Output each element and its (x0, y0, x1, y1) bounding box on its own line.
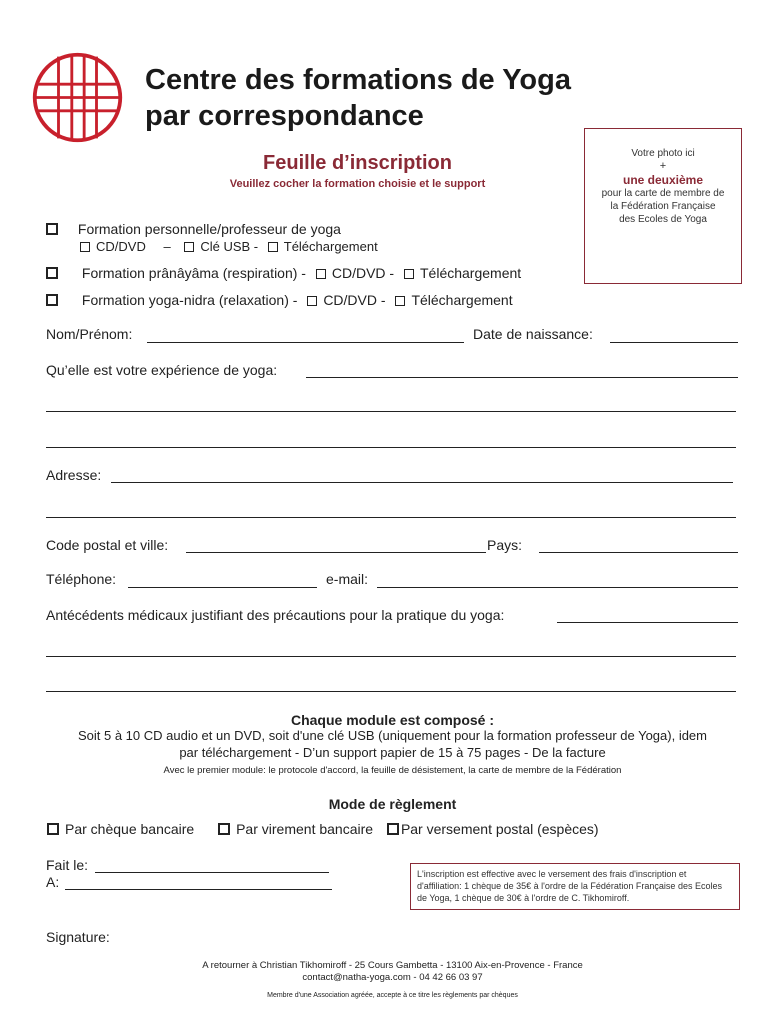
usb-label: Clé USB - (200, 239, 259, 254)
a-label: A: (46, 874, 60, 890)
birth-field[interactable] (610, 342, 738, 343)
birth-label: Date de naissance: (473, 326, 593, 342)
medical-field[interactable] (557, 622, 738, 623)
separator: – (163, 239, 171, 254)
photo-plus: + (659, 160, 667, 172)
postal-payment-label: Par versement postal (espèces) (400, 821, 599, 837)
pranayama-download-checkbox[interactable] (404, 269, 414, 279)
photo-label: Votre photo ici (631, 148, 695, 159)
formation-pranayama (46, 265, 521, 281)
pranayama-download-label: Téléchargement (420, 265, 522, 281)
postal-field[interactable] (186, 552, 486, 553)
postal-checkbox[interactable] (387, 823, 399, 835)
signature-label: Signature: (46, 929, 110, 945)
title-line-2: par correspondance (145, 100, 424, 132)
email-label: e-mail: (326, 571, 369, 587)
download-label: Téléchargement (283, 239, 378, 254)
a-field[interactable] (65, 889, 332, 890)
module-line-1: Soit 5 à 10 CD audio et un DVD, soit d'une clé USB (uniquement pour la formation professeur de Yoga), idem (77, 728, 707, 743)
form-instruction: Veuillez cocher la formation choisie et le support (229, 178, 486, 190)
country-field[interactable] (539, 552, 738, 553)
form-title: Feuille d’inscription (263, 152, 452, 174)
photo-second: une deuxième (622, 173, 704, 187)
experience-field[interactable] (306, 377, 738, 378)
yoga-logo-icon (30, 50, 125, 145)
formation-pranayama-label: Formation prânâyâma (respiration) - (81, 265, 306, 281)
cheque-label: Par chèque bancaire (65, 821, 195, 837)
module-heading: Chaque module est composé : (290, 712, 495, 728)
formation-yoga-nidra (46, 292, 513, 308)
formation-nidra-label: Formation yoga-nidra (relaxation) - (81, 292, 298, 308)
cheque-checkbox[interactable] (47, 823, 59, 835)
footer-member: Membre d'une Association agréée, accepte à ce titre les règlements par chèques (267, 992, 518, 999)
nidra-download-checkbox[interactable] (395, 296, 405, 306)
medical-line-3[interactable] (46, 691, 736, 692)
cd-dvd-label: CD/DVD (96, 239, 146, 254)
email-field[interactable] (377, 587, 738, 588)
phone-label: Téléphone: (46, 571, 117, 587)
experience-line-2[interactable] (46, 411, 736, 412)
photo-line-3: pour la carte de membre de (601, 188, 725, 199)
title-line-1: Centre des formations de Yoga (145, 64, 571, 96)
page-title (145, 62, 571, 134)
address-label: Adresse: (46, 467, 102, 483)
formation-personnelle (46, 221, 341, 237)
footer-contact: contact@natha-yoga.com - 04 42 66 03 97 (302, 972, 483, 983)
phone-field[interactable] (128, 587, 317, 588)
module-line-2: par téléchargement - D’un support papier de 15 à 75 pages - De la facture (179, 745, 606, 760)
photo-line-4: la Fédération Française (610, 201, 716, 212)
formation-personnelle-checkbox[interactable] (46, 223, 58, 235)
virement-checkbox[interactable] (218, 823, 230, 835)
pranayama-cd-checkbox[interactable] (316, 269, 326, 279)
payment-heading: Mode de règlement (328, 796, 457, 812)
address-field[interactable] (111, 482, 733, 483)
photo-box (584, 128, 742, 284)
fait-le-label: Fait le: (46, 857, 89, 873)
module-note: Avec le premier module: le protocole d'accord, la feuille de désistement, la carte de membre de la Fédération (163, 765, 622, 776)
formation-pranayama-checkbox[interactable] (46, 267, 58, 279)
pranayama-cd-label: CD/DVD - (331, 265, 395, 281)
medical-label: Antécédents médicaux justifiant des précautions pour la pratique du yoga: (46, 607, 505, 623)
nidra-cd-label: CD/DVD - (323, 292, 386, 308)
cd-dvd-checkbox[interactable] (80, 242, 90, 252)
photo-line-5: des Ecoles de Yoga (619, 214, 707, 225)
postal-label: Code postal et ville: (46, 537, 169, 553)
formation-personnelle-options (80, 239, 378, 254)
payment-options (47, 821, 599, 837)
formation-nidra-checkbox[interactable] (46, 294, 58, 306)
address-line-2[interactable] (46, 517, 736, 518)
virement-label: Par virement bancaire (236, 821, 374, 837)
download-checkbox[interactable] (268, 242, 278, 252)
usb-checkbox[interactable] (184, 242, 194, 252)
fait-le-field[interactable] (95, 872, 329, 873)
experience-label: Qu’elle est votre expérience de yoga: (46, 362, 278, 378)
nidra-cd-checkbox[interactable] (307, 296, 317, 306)
country-label: Pays: (487, 537, 523, 553)
inscription-notice: L'inscription est effective avec le versement des frais d'inscription et d'affiliation: 1 chèque de 35€ à l'ordre de la Fédération Française des Ecoles de Yoga, 1 chèque de 30€ à l'ordre de C. Tikhomiroff. (410, 863, 740, 910)
name-field[interactable] (147, 342, 464, 343)
medical-line-2[interactable] (46, 656, 736, 657)
nidra-download-label: Téléchargement (411, 292, 513, 308)
footer-address: A retourner à Christian Tikhomiroff - 25 Cours Gambetta - 13100 Aix-en-Provence - France (202, 960, 583, 971)
name-label: Nom/Prénom: (46, 326, 133, 342)
experience-line-3[interactable] (46, 447, 736, 448)
formation-personnelle-label: Formation personnelle/professeur de yoga (77, 221, 341, 237)
